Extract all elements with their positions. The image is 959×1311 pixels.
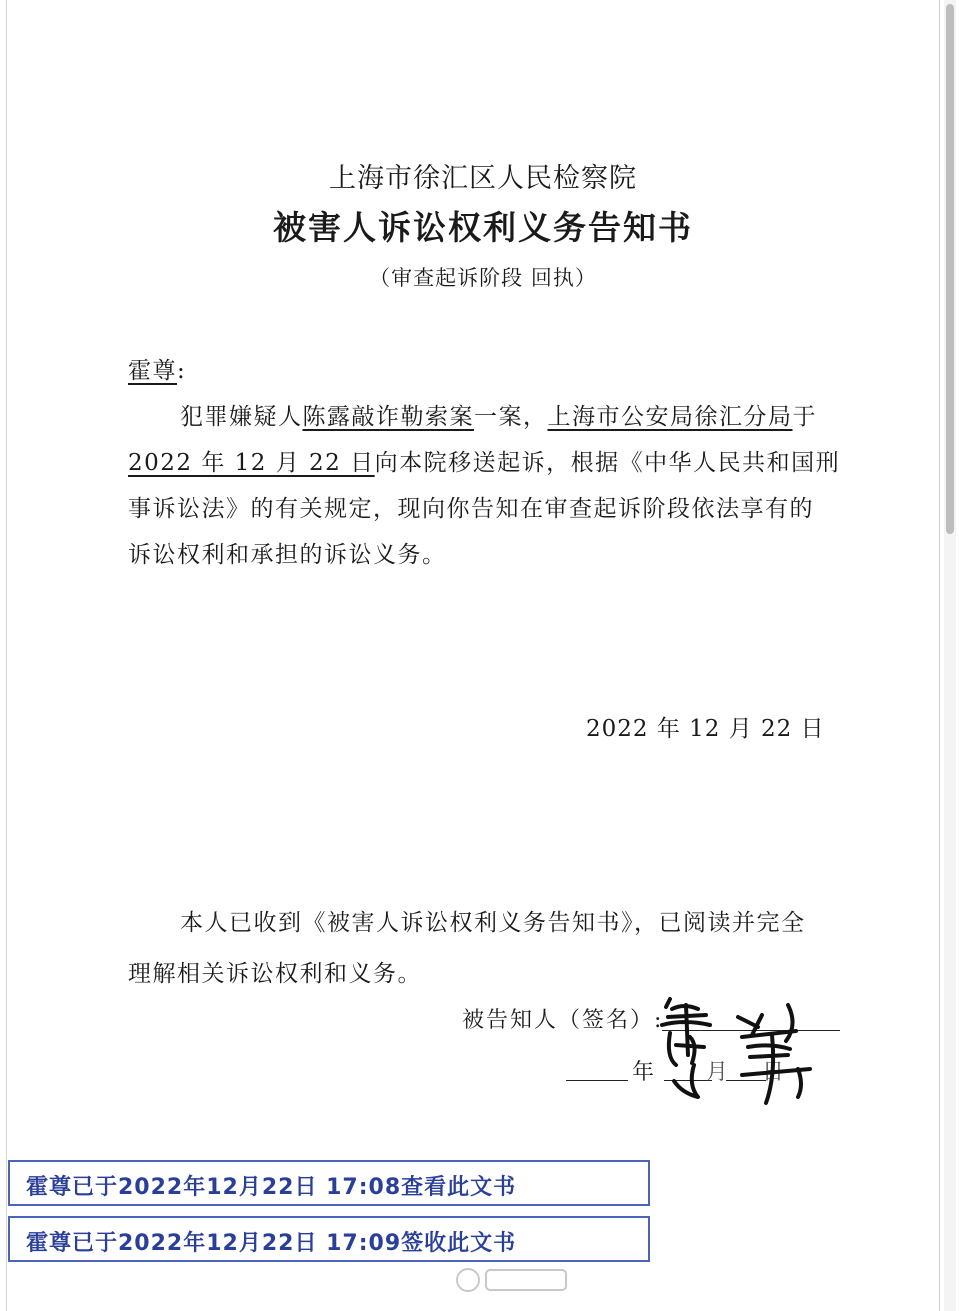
paragraph-line-3: 事诉讼法》的有关规定，现向你告知在审查起诉阶段依法享有的 [128, 496, 814, 522]
view-record-text: 霍尊已于2022年12月22日 17:08查看此文书 [26, 1175, 517, 1200]
text-law-reference: 向本院移送起诉，根据《中华人民共和国刑 [374, 450, 841, 476]
paragraph-line-4: 诉讼权利和承担的诉讼义务。 [128, 542, 447, 568]
signer-label: 被告知人（签名）: [462, 1008, 664, 1033]
referral-date: 2022 年 12 月 22 日 [128, 450, 375, 476]
paragraph-line-1 [180, 398, 817, 431]
month-label: 月 [706, 1060, 729, 1085]
issuing-organization: 上海市徐汇区人民检察院 [329, 163, 637, 194]
referring-agency: 上海市公安局徐汇分局 [547, 404, 793, 430]
text-case-suffix: 一案， [474, 404, 548, 430]
document-page [6, 0, 940, 1311]
case-name: 陈露敲诈勒索案 [302, 404, 474, 430]
sign-record-text: 霍尊已于2022年12月22日 17:09签收此文书 [26, 1231, 517, 1256]
year-label: 年 [632, 1060, 655, 1085]
receipt-line-1: 本人已收到《被害人诉讼权利义务告知书》，已阅读并完全 [180, 910, 806, 936]
recipient-name: 霍尊 [128, 358, 177, 384]
receipt-line-2: 理解相关诉讼权利和义务。 [128, 961, 422, 987]
year-blank [566, 1080, 628, 1081]
document-subtitle: （审查起诉阶段 回执） [369, 266, 597, 290]
salutation-colon: : [177, 358, 187, 384]
salutation [128, 352, 186, 385]
issue-date: 2022 年 12 月 22 日 [586, 716, 825, 742]
text-suspect-prefix: 犯罪嫌疑人 [180, 404, 303, 430]
paragraph-line-2 [128, 444, 840, 477]
handwritten-signature [640, 985, 840, 1110]
text-preposition: 于 [792, 404, 817, 430]
watermark-icon [452, 1262, 582, 1298]
day-label: 日 [762, 1060, 785, 1085]
document-title: 被害人诉讼权利义务告知书 [273, 208, 693, 247]
